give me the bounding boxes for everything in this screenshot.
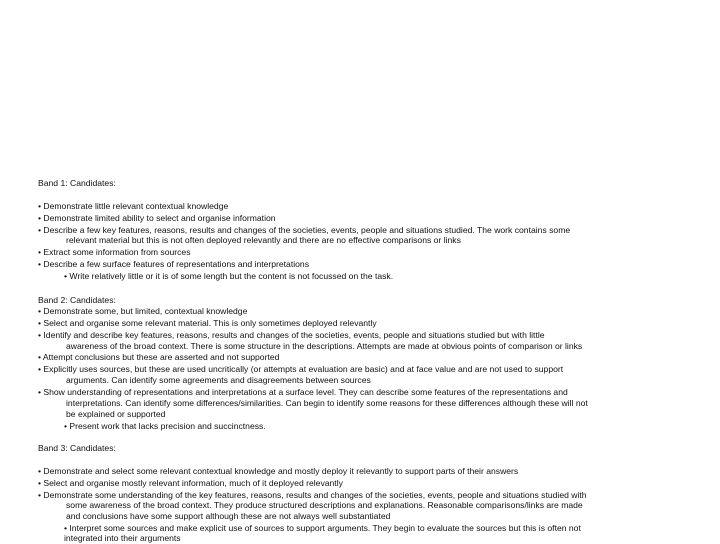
band-1-heading: Band 1: Candidates: — [38, 178, 116, 188]
band-3-bullet-continuation: and conclusions have some support although these are not always well substantiated — [66, 511, 391, 521]
band-3-bullet: • Interpret some sources and make explicit use of sources to support arguments. They begin to evaluate the sources but this is often not — [64, 523, 581, 533]
band-2-bullet-continuation: be explained or supported — [66, 409, 166, 419]
band-3-bullet: • Demonstrate and select some relevant contextual knowledge and mostly deploy it relevantly to support parts of their answers — [38, 466, 519, 476]
band-2-bullet: • Explicitly uses sources, but these are used uncritically (or attempts at evaluation are basic) and at face value and are not used to support — [38, 364, 564, 374]
band-2-heading: Band 2: Candidates: — [38, 295, 116, 305]
band-1-bullet: • Extract some information from sources — [38, 247, 191, 257]
band-2-bullet: • Attempt conclusions but these are asserted and not supported — [38, 352, 280, 362]
band-3-bullet: • Select and organise mostly relevant information, much of it deployed relevantly — [38, 478, 343, 488]
band-3-heading: Band 3: Candidates: — [38, 443, 116, 453]
band-2-bullet-continuation: arguments. Can identify some agreements and disagreements between sources — [66, 375, 371, 385]
band-3-bullet-continuation: some awareness of the broad context. They produce structured descriptions and explanations. Reasonable comparisons/links are made — [66, 500, 583, 510]
band-1-bullet: • Demonstrate little relevant contextual knowledge — [38, 201, 229, 211]
band-2-bullet: • Present work that lacks precision and succinctness. — [64, 421, 266, 431]
band-1-bullet: • Describe a few key features, reasons, results and changes of the societies, events, people and situations studied. The work contains some — [38, 225, 571, 235]
band-1-bullet: • Demonstrate limited ability to select and organise information — [38, 213, 276, 223]
band-1-bullet-continuation: relevant material but this is not often deployed relevantly and there are no effective comparisons or links — [66, 235, 461, 245]
band-3-bullet: • Demonstrate some understanding of the key features, reasons, results and changes of the societies, events, people and situations studied with — [38, 490, 587, 500]
band-2-bullet: • Show understanding of representations and interpretations at a surface level. They can describe some features of the representations and — [38, 387, 568, 397]
band-2-bullet-continuation: awareness of the broad context. There is some structure in the descriptions. Attempts are made at obvious points of comparison or links — [66, 341, 583, 351]
band-2-bullet-continuation: interpretations. Can identify some differences/similarities. Can begin to identify some reasons for these differences although these will not — [66, 398, 588, 408]
band-2-bullet: • Demonstrate some, but limited, contextual knowledge — [38, 306, 248, 316]
band-1-bullet: • Describe a few surface features of representations and interpretations — [38, 259, 309, 269]
band-1-bullet: • Write relatively little or it is of some length but the content is not focussed on the task. — [64, 271, 394, 281]
band-2-bullet: • Select and organise some relevant material. This is only sometimes deployed relevantly — [38, 318, 377, 328]
band-2-bullet: • Identify and describe key features, reasons, results and changes of the societies, events, people and situations studied but with little — [38, 330, 545, 340]
band-3-bullet-continuation: integrated into their arguments — [64, 533, 181, 543]
